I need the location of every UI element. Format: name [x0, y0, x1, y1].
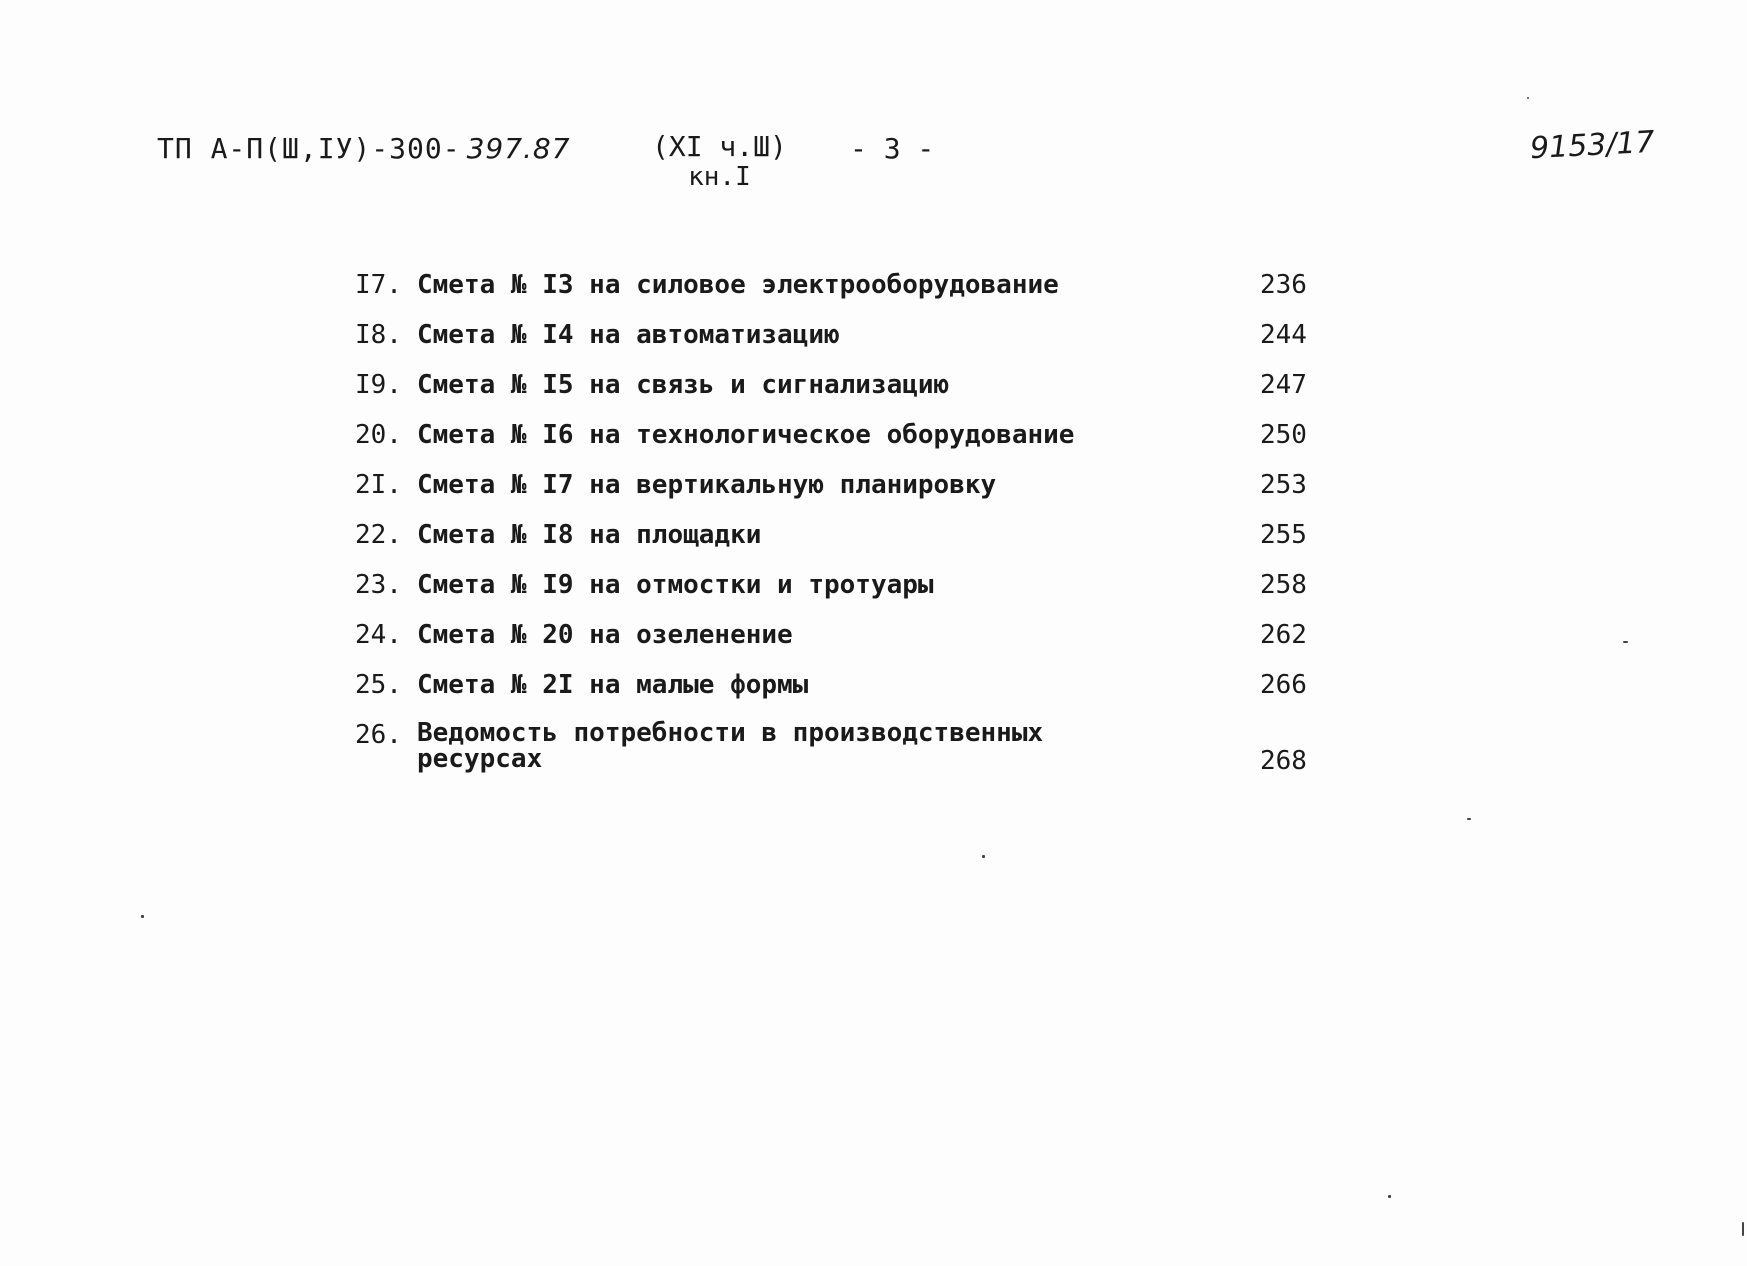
- toc-entry-number: 25.: [355, 670, 402, 700]
- toc-entry-number: 20.: [355, 420, 402, 450]
- toc-entry-title: Смета № I6 на технологическое оборудование: [417, 420, 1075, 450]
- toc-entry-title: Смета № I7 на вертикальную планировку: [417, 470, 997, 500]
- inventory-number-handwritten: 9153/17: [1529, 124, 1656, 167]
- scan-speck: [1467, 818, 1471, 820]
- toc-entry-number: I8.: [355, 320, 402, 350]
- toc-entry: [355, 366, 1315, 416]
- toc-entry-page: 266: [1260, 670, 1307, 700]
- toc-entry: [355, 316, 1315, 366]
- toc-entry: [355, 516, 1315, 566]
- toc-entry-title: Смета № I9 на отмостки и тротуары: [417, 570, 934, 600]
- table-of-contents: [355, 266, 1315, 786]
- document-code: [157, 132, 571, 165]
- scan-speck: [1527, 97, 1529, 99]
- toc-entry: [355, 266, 1315, 316]
- toc-entry-title: Смета № 20 на озеленение: [417, 620, 793, 650]
- book-label: кн.I: [688, 162, 751, 192]
- toc-entry-title: Ведомость потребности в производственных ресурсах: [417, 718, 1044, 774]
- toc-entry-title: Смета № I5 на связь и сигнализацию: [417, 370, 950, 400]
- toc-entry-page: 244: [1260, 320, 1307, 350]
- document-code-handwritten: 397.87: [466, 132, 571, 165]
- toc-entry-number: 22.: [355, 520, 402, 550]
- toc-entry-page: 253: [1260, 470, 1307, 500]
- toc-entry-title: Смета № I3 на силовое электрооборудование: [417, 270, 1059, 300]
- toc-entry-page: 262: [1260, 620, 1307, 650]
- scan-speck: [982, 855, 985, 858]
- toc-entry-page: 258: [1260, 570, 1307, 600]
- scan-speck: [1623, 641, 1628, 643]
- toc-entry-number: 2I.: [355, 470, 402, 500]
- toc-entry-number: 23.: [355, 570, 402, 600]
- toc-entry-number: 26.: [355, 720, 402, 750]
- toc-entry: [355, 666, 1315, 716]
- toc-entry: [355, 566, 1315, 616]
- toc-entry-page: 247: [1260, 370, 1307, 400]
- toc-entry-number: 24.: [355, 620, 402, 650]
- scan-speck: [1742, 1222, 1744, 1236]
- toc-entry-title: Смета № I4 на автоматизацию: [417, 320, 840, 350]
- toc-entry: [355, 416, 1315, 466]
- toc-entry-page: 250: [1260, 420, 1307, 450]
- toc-entry: [355, 466, 1315, 516]
- toc-entry-page: 255: [1260, 520, 1307, 550]
- toc-entry-page: 236: [1260, 270, 1307, 300]
- document-code-printed: ТП А-П(Ш,IУ)-300-: [157, 132, 461, 165]
- toc-entry-title: Смета № I8 на площадки: [417, 520, 762, 550]
- scan-speck: [141, 915, 144, 918]
- toc-entry-page: 268: [1260, 746, 1307, 776]
- toc-entry-title: Смета № 2I на малые формы: [417, 670, 809, 700]
- scan-speck: [1388, 1195, 1391, 1198]
- toc-entry-number: I9.: [355, 370, 402, 400]
- part-label: (XI ч.Ш): [652, 130, 787, 163]
- toc-entry: [355, 616, 1315, 666]
- page-number: - 3 -: [850, 132, 935, 165]
- toc-entry: [355, 716, 1315, 786]
- toc-entry-number: I7.: [355, 270, 402, 300]
- document-part: [652, 132, 787, 192]
